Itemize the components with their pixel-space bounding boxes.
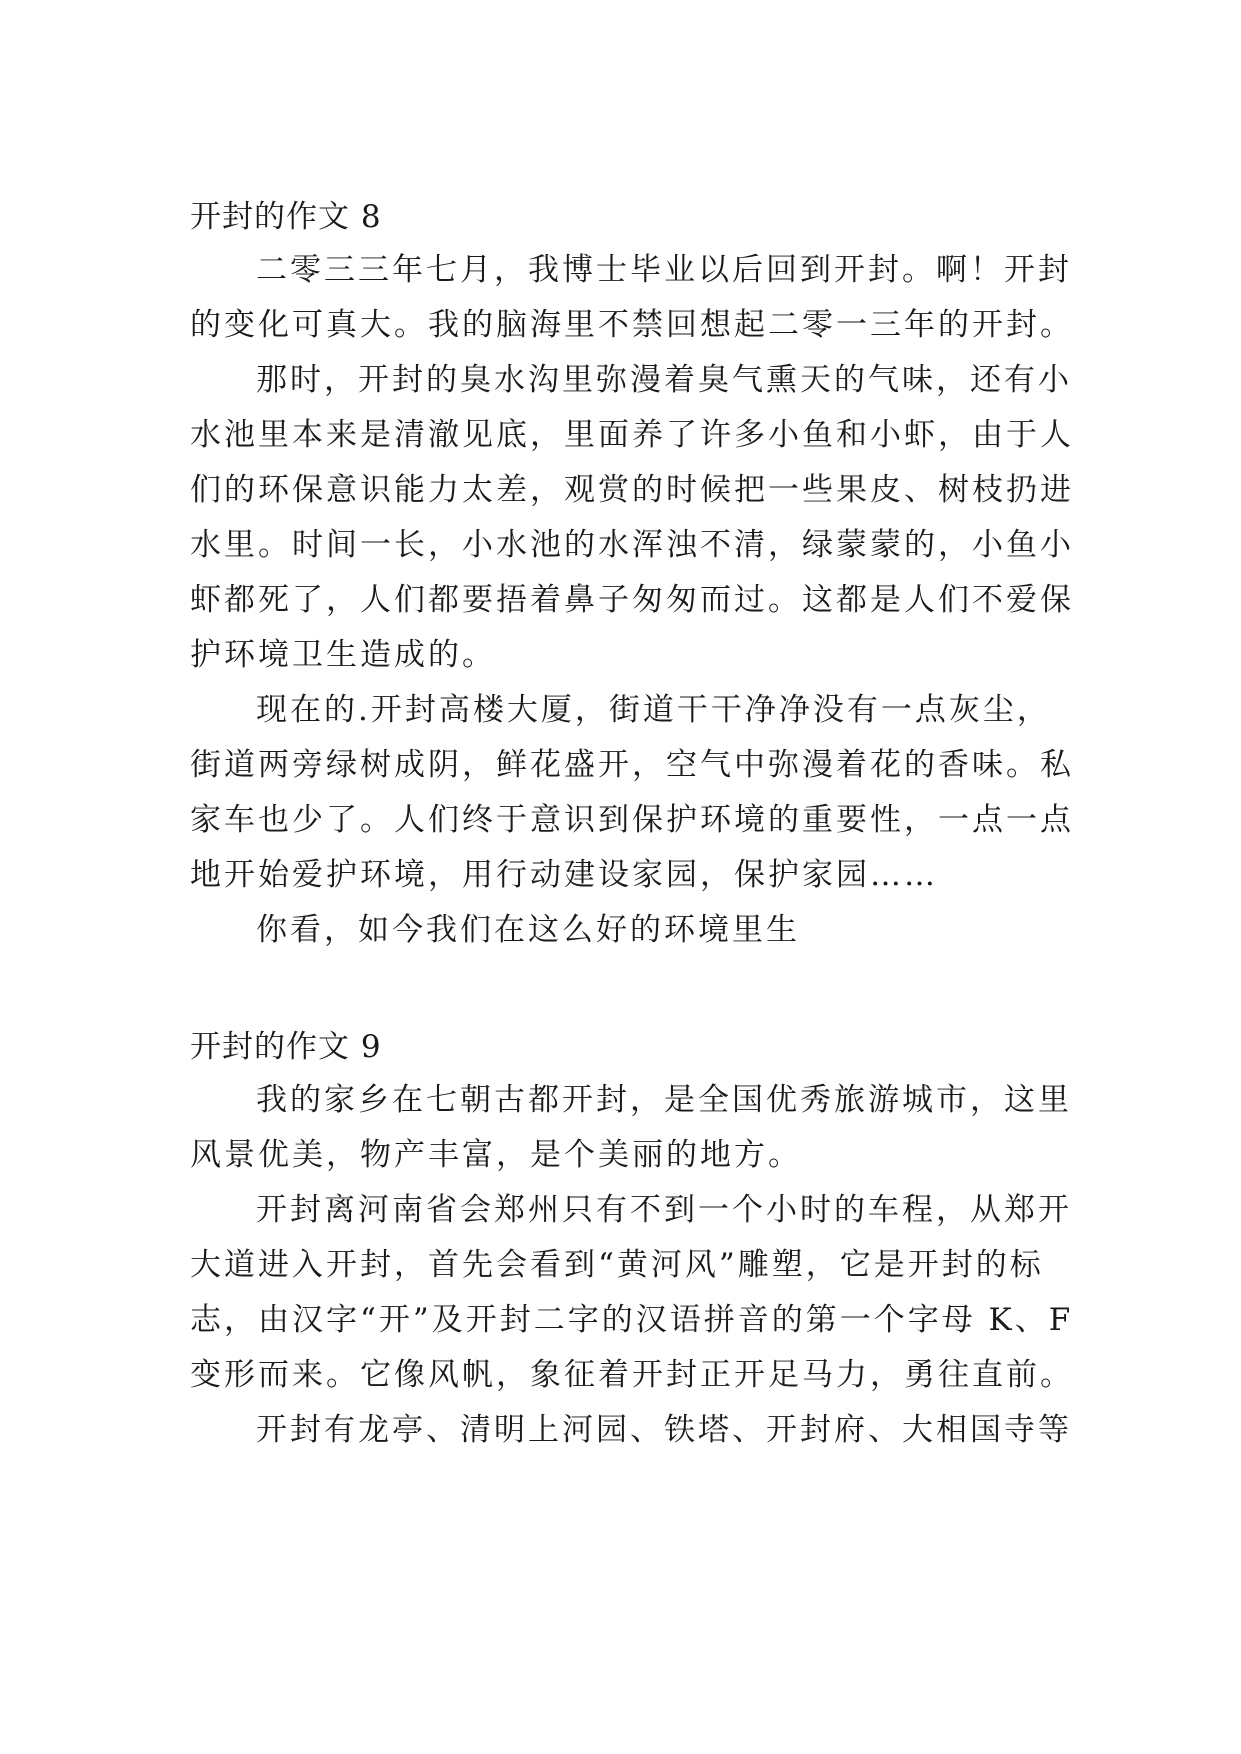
section-9-line-2: 风景优美，物产丰富，是个美丽的地方。 bbox=[190, 1137, 802, 1173]
section-8-line-8: 护环境卫生造成的。 bbox=[190, 637, 496, 673]
section-9-line-5: 志，由汉字“开”及开封二字的汉语拼音的第一个字母 K、F bbox=[190, 1302, 1074, 1338]
section-9-line-3: 开封离河南省会郑州只有不到一个小时的车程，从郑开 bbox=[256, 1192, 1072, 1228]
section-8-line-1: 二零三三年七月，我博士毕业以后回到开封。啊！开封 bbox=[256, 252, 1072, 288]
section-8-line-2: 的变化可真大。我的脑海里不禁回想起二零一三年的开封。 bbox=[190, 307, 1074, 343]
section-8-line-10: 街道两旁绿树成阴，鲜花盛开，空气中弥漫着花的香味。私 bbox=[190, 747, 1074, 783]
section-8-line-5: 们的环保意识能力太差，观赏的时候把一些果皮、树枝扔进 bbox=[190, 472, 1074, 508]
section-8-line-4: 水池里本来是清澈见底，里面养了许多小鱼和小虾，由于人 bbox=[190, 417, 1074, 453]
section-9-line-4: 大道进入开封，首先会看到“黄河风”雕塑，它是开封的标 bbox=[190, 1247, 1044, 1283]
section-8-heading: 开封的作文 8 bbox=[190, 199, 382, 235]
section-8-line-9: 现在的.开封高楼大厦，街道干干净净没有一点灰尘， bbox=[256, 692, 1051, 728]
section-9-line-6: 变形而来。它像风帆，象征着开封正开足马力，勇往直前。 bbox=[190, 1357, 1074, 1393]
section-8-line-11: 家车也少了。人们终于意识到保护环境的重要性，一点一点 bbox=[190, 802, 1074, 838]
section-8-line-13: 你看，如今我们在这么好的环境里生 bbox=[256, 912, 800, 948]
section-9-line-1: 我的家乡在七朝古都开封，是全国优秀旅游城市，这里 bbox=[256, 1082, 1072, 1118]
section-8-line-12: 地开始爱护环境，用行动建设家园，保护家园…… bbox=[190, 857, 938, 893]
section-8-line-7: 虾都死了，人们都要捂着鼻子匆匆而过。这都是人们不爱保 bbox=[190, 582, 1074, 618]
section-8-line-6: 水里。时间一长，小水池的水浑浊不清，绿蒙蒙的，小鱼小 bbox=[190, 527, 1074, 563]
section-9-line-7: 开封有龙亭、清明上河园、铁塔、开封府、大相国寺等 bbox=[256, 1412, 1072, 1448]
section-9-heading: 开封的作文 9 bbox=[190, 1029, 382, 1065]
section-8-line-3: 那时，开封的臭水沟里弥漫着臭气熏天的气味，还有小 bbox=[256, 362, 1072, 398]
